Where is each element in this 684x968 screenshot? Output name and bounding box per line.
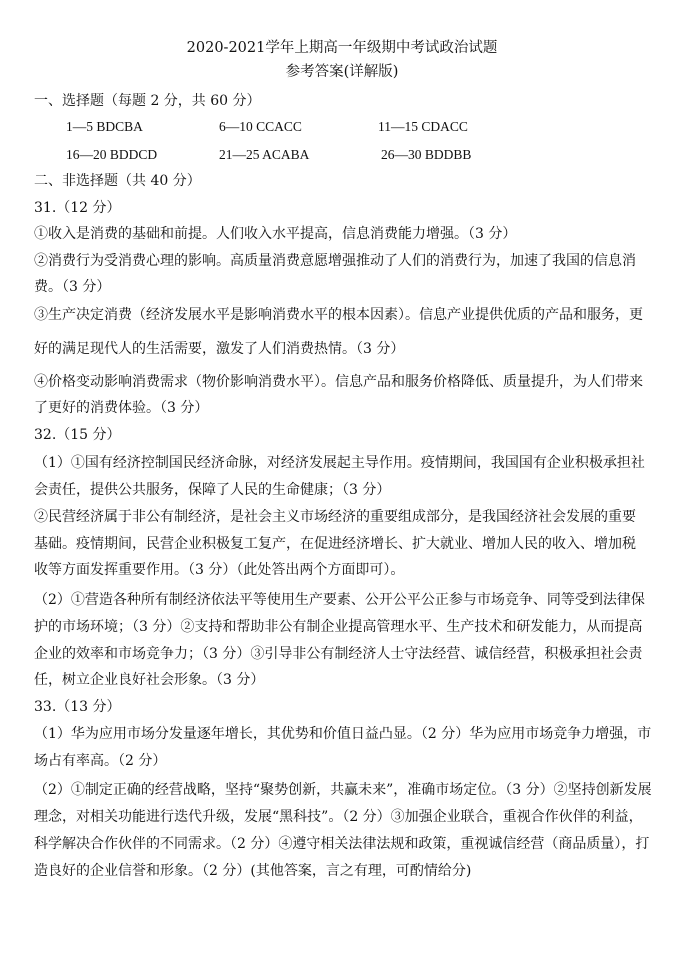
answer-group: 26—30 BDDBB <box>381 147 472 162</box>
answer-line: ②民营经济属于非公有制经济，是社会主义市场经济的重要组成部分，是我国经济社会发展的重要 <box>34 509 636 525</box>
section-heading-nonchoice: 二、非选择题（共 40 分） <box>34 173 201 189</box>
answer-line: 收等方面发挥重要作用。（3 分）（此处答出两个方面即可）。 <box>34 562 405 578</box>
answer-line: 企业的效率和市场竞争力；（3 分）③引导非公有制经济人士守法经营、诚信经营，积极承担社会责 <box>34 646 643 662</box>
answer-group: 6—10 CCACC <box>219 119 302 134</box>
answer-line: 基础。疫情期间，民营企业积极复工复产，在促进经济增长、扩大就业、增加人民的收入、增加税 <box>34 536 636 552</box>
answer-line: 好的满足现代人的生活需要，激发了人们消费热情。（3 分） <box>34 341 405 357</box>
answer-line: 了更好的消费体验。（3 分） <box>34 400 209 416</box>
answer-group: 11—15 CDACC <box>378 119 468 134</box>
answer-line: ④价格变动影响消费需求（物价影响消费水平）。信息产品和服务价格降低、质量提升，为人们带来 <box>34 374 643 390</box>
answer-line: ③生产决定消费（经济发展水平是影响消费水平的根本因素）。信息产业提供优质的产品和服务，更 <box>34 307 643 323</box>
question-number: 31.（12 分） <box>34 200 121 216</box>
answer-line: ①收入是消费的基础和前提。人们收入水平提高，信息消费能力增强。（3 分） <box>34 226 517 242</box>
document-subtitle: 参考答案(详解版) <box>285 64 399 80</box>
answer-line: （2）①营造各种所有制经济依法平等使用生产要素、公开公平公正参与市场竞争、同等受到法律保 <box>34 592 645 608</box>
answer-line: 费。（3 分） <box>34 279 111 295</box>
question-number: 32.（15 分） <box>34 427 121 443</box>
answer-line: 任，树立企业良好社会形象。（3 分） <box>34 672 265 688</box>
answer-line: 场占有率高。（2 分） <box>34 753 167 769</box>
answer-group: 1—5 BDCBA <box>66 119 143 134</box>
answer-line: 科学解决合作伙伴的不同需求。（2 分）④遵守相关法律法规和政策，重视诚信经营（商品质量），打 <box>34 836 650 852</box>
answer-line: ②消费行为受消费心理的影响。高质量消费意愿增强推动了人们的消费行为，加速了我国的信息消 <box>34 253 636 269</box>
answer-group: 21—25 ACABA <box>219 147 310 162</box>
answer-line: （1）华为应用市场分发量逐年增长，其优势和价值日益凸显。（2 分）华为应用市场竞争力增强，市 <box>34 726 652 742</box>
answer-line: 造良好的企业信誉和形象。（2 分）(其他答案，言之有理，可酌情给分) <box>34 863 472 879</box>
document-title: 2020-2021学年上期高一年级期中考试政治试题 <box>186 40 498 56</box>
answer-line: （1）①国有经济控制国民经济命脉，对经济发展起主导作用。疫情期间，我国国有企业积极承担社 <box>34 455 645 471</box>
question-number: 33.（13 分） <box>34 699 121 715</box>
answer-line: （2）①制定正确的经营战略，坚持“聚势创新，共赢未来”，准确市场定位。（3 分）②坚持创新发展 <box>34 782 652 798</box>
answer-group: 16—20 BDDCD <box>66 147 158 162</box>
answer-line: 护的市场环境；（3 分）②支持和帮助非公有制企业提高管理水平、生产技术和研发能力，从而提高 <box>34 619 643 635</box>
section-heading-choice: 一、选择题（每题 2 分，共 60 分） <box>34 93 261 109</box>
answer-line: 会责任，提供公共服务，保障了人民的生命健康；（3 分） <box>34 482 391 498</box>
answer-line: 理念，对相关功能进行迭代升级，发展“黑科技”。（2 分）③加强企业联合，重视合作伙伴的利益， <box>34 809 643 825</box>
